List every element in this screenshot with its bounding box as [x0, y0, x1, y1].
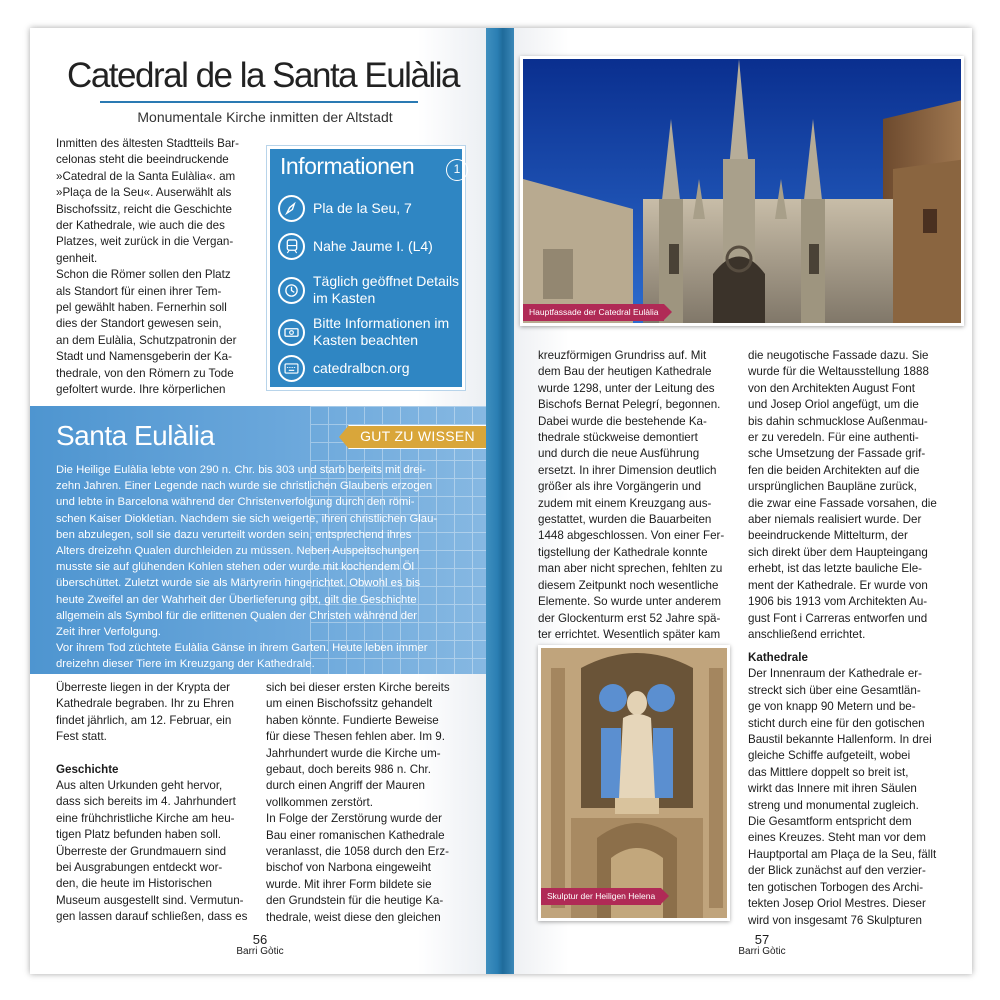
left-page — [30, 28, 486, 974]
text-line: thedrale, von den Römern zu Tode — [56, 366, 234, 380]
text-line: kreuzförmigen Grundriss auf. Mit — [538, 349, 707, 362]
text-line: als Standort für einen ihrer Tem- — [56, 284, 222, 298]
right-page — [514, 28, 972, 974]
text-line: an dem Eulàlia, Schutzpatronin der — [56, 333, 237, 347]
text-line: Überreste der Grundmauern sind — [56, 844, 227, 858]
right-column-2 — [748, 348, 943, 643]
text-line: schen Kaiser Diokletian. Nachdem sie sich weigerte, ihren christlichen Glau- — [56, 512, 438, 525]
text-line: ge von knapp 90 Metern und be- — [748, 700, 916, 714]
page-number-right — [722, 934, 802, 958]
text-line: haben könnte. Fundierte Beweise — [266, 713, 439, 727]
left-column-1-history — [56, 778, 248, 926]
info-tickets-text: Bitte Informationen im Kasten beachten — [313, 315, 450, 348]
text-line: Elemente. So wurde unter anderem — [538, 595, 722, 609]
text-line: streckt sich über eine Gesamtlän- — [748, 683, 921, 697]
sidebar-text — [56, 462, 466, 673]
text-line: tigstellung der Kathedrale konnte — [538, 545, 708, 559]
left-column-2 — [266, 680, 466, 926]
text-line: er zu veredeln. Für eine authenti- — [748, 431, 919, 445]
text-line: dem Bau der heutigen Kathedrale — [538, 365, 712, 379]
text-line: ment der Kathedrale. Er wurde von — [748, 578, 928, 592]
info-address-text: Pla de la Seu, 7 — [313, 200, 412, 216]
page-number-left — [220, 934, 300, 958]
kathedrale-paragraph — [748, 666, 943, 929]
text-line: Baustil bekannte Hallenform. In drei — [748, 733, 932, 747]
info-transport — [278, 233, 468, 260]
right-column-2-kathedrale — [748, 650, 943, 929]
sidebar-heading: Santa Eulàlia — [56, 420, 215, 451]
text-line: streng und monumental zugleich. — [748, 798, 919, 812]
book-spread — [30, 28, 972, 974]
info-transport-text: Nahe Jaume I. (L4) — [313, 238, 433, 254]
text-line: zudem mit einem Kreuzgang aus- — [538, 496, 712, 510]
sidebar-box — [30, 406, 486, 674]
text-line: »Catedral de la Santa Eulàlia«. am — [56, 169, 236, 183]
text-line: Inmitten des ältesten Stadtteils Bar- — [56, 137, 240, 150]
info-box — [267, 146, 465, 390]
text-line: der Kathedrale, wie auch die des — [56, 219, 225, 233]
clock-icon — [278, 277, 305, 304]
text-line: Alters dreizehn Qualen durchleiden zu müssen. Neben Auspeitschungen — [56, 545, 419, 558]
text-line: Überreste liegen in der Krypta der — [56, 681, 230, 694]
text-line: allgemein als Symbol für die erlittenen Qualen der Christen während der — [56, 609, 418, 622]
facade-photo-caption: Hauptfassade der Catedral Eulàlia — [523, 304, 664, 321]
page-number: 56 — [252, 932, 268, 947]
text-line: Platzes, weit zurück in die Vergan- — [56, 235, 234, 249]
text-line: pel gewählt haben. Fernerhin soll — [56, 301, 227, 315]
text-line: die zwar eine Fassade vorsahen, die — [748, 496, 937, 510]
text-line: genheit. — [56, 251, 98, 265]
text-line: und lebte in Barcelona während der Christenverfolgung durch den römi- — [56, 496, 415, 509]
text-line: eine frühchristliche Kirche am heu- — [56, 811, 235, 825]
info-tickets — [278, 315, 468, 349]
text-line: aber niemals realisiert wurde. Der — [748, 513, 922, 527]
text-line: größer als ihre Vorgängerin und — [538, 480, 702, 494]
metro-icon — [278, 233, 305, 260]
text-line: »Plaça de la Seu«. Auserwählt als — [56, 186, 232, 200]
text-line: ben abzulegen, soll sie dazu verurteilt worden sein, entsprechend ihres — [56, 528, 412, 541]
text-line: 1448 abgeschlossen. Von einer Fer- — [538, 529, 725, 543]
text-line: wirkt das Innere mit ihren Säulen — [748, 782, 917, 796]
keyboard-icon — [278, 355, 305, 382]
intro-text — [56, 136, 276, 399]
text-line: fen die beiden Architekten auf die — [748, 463, 920, 477]
text-line: Jahrhundert wurde die Kirche um- — [266, 746, 441, 760]
section-name: Barri Gòtic — [236, 946, 284, 957]
text-line: Die Gesamtform entspricht dem — [748, 815, 912, 829]
sculpture-photo — [538, 645, 730, 921]
compass-icon — [278, 195, 305, 222]
text-line: gust Font i Carreras entworfen und — [748, 611, 928, 625]
text-line: bei Ausgrabungen entdeckt wor- — [56, 861, 223, 875]
text-line: den, die heute im Historischen — [56, 877, 212, 891]
text-line: ter errichtet. Wesentlich später kam — [538, 627, 721, 641]
text-line: wurde für die Weltausstellung 1888 — [748, 365, 929, 379]
info-website — [278, 355, 468, 382]
page-title: Catedral de la Santa Eulàlia — [67, 56, 459, 95]
text-line: gen lassen darauf schließen, dass es — [56, 910, 248, 924]
info-badge: GUT ZU WISSEN — [348, 425, 486, 449]
text-line: man aber nicht sprechen, fehlten zu — [538, 562, 723, 576]
text-line: tekten Josep Oriol Mestres. Dieser — [748, 897, 926, 911]
text-line: von den Architekten August Font — [748, 381, 915, 395]
info-address — [278, 195, 468, 222]
text-line: gleiche Schiffe aufgeteilt, wobei — [748, 749, 911, 763]
text-line: veranlasst, die 1058 durch den Erz- — [266, 845, 450, 859]
text-line: Schon die Römer sollen den Platz — [56, 268, 231, 282]
text-line: thedrale stückweise demontiert — [538, 431, 698, 445]
text-line: thedrale, weist diese den gleichen — [266, 910, 441, 924]
text-line: bis dahin schmucklose Außenmau- — [748, 414, 928, 428]
text-line: für diese Thesen fehlen aber. Im 9. — [266, 730, 445, 744]
text-line: Aus alten Urkunden geht hervor, — [56, 779, 223, 793]
text-line: bischof von Narbona eingeweiht — [266, 861, 431, 875]
info-hours — [278, 273, 468, 307]
text-line: und durch die neue Ausführung — [538, 447, 700, 461]
info-website-text: catedralbcn.org — [313, 360, 410, 376]
right-column-1 — [538, 348, 730, 643]
text-line: ten gotischen Torbogen des Archi- — [748, 880, 924, 894]
left-column-1-paragraph — [56, 680, 248, 746]
info-box-number: 1 — [446, 159, 468, 181]
text-line: In Folge der Zerstörung wurde der — [266, 812, 442, 826]
text-line: ursprünglichen Baupläne zurück, — [748, 480, 917, 494]
text-line: durch einen Angriff der Mauren — [266, 779, 425, 793]
text-line: heute Zweifel an der Wahrheit der Überlieferung gibt, gilt die Geschichte — [56, 593, 417, 606]
text-line: gefoltert wurde. Ihre körperlichen — [56, 383, 226, 397]
page-number: 57 — [754, 932, 770, 947]
text-line: und Josep Oriol angefügt, um die — [748, 398, 919, 412]
text-line: den Grundstein für die heutige Ka- — [266, 894, 444, 908]
text-line: der Glockenturm erst 52 Jahre spä- — [538, 611, 721, 625]
book-spine — [486, 28, 514, 974]
text-line: vollkommen zerstört. — [266, 795, 373, 809]
text-line: tigen Platz befunden haben soll. — [56, 828, 222, 842]
text-line: sche Umsetzung der Fassade grif- — [748, 447, 926, 461]
text-line: anschließend errichtet. — [748, 627, 866, 641]
text-line: Stadt und Namensgeberin der Ka- — [56, 350, 232, 364]
text-line: Kathedrale begraben. Ihr zu Ehren — [56, 697, 234, 711]
section-heading-kathedrale: Kathedrale — [748, 651, 808, 664]
text-line: sich direkt über dem Haupteingang — [748, 545, 928, 559]
page-subtitle: Monumentale Kirche inmitten der Altstadt — [137, 109, 393, 125]
text-line: Dabei wurde die bestehende Ka- — [538, 414, 707, 428]
text-line: wurde 1298, unter der Leitung des — [538, 381, 715, 395]
text-line: findet jährlich, am 12. Februar, ein — [56, 713, 232, 727]
text-line: gestattet, wurden die Bauarbeiten — [538, 513, 712, 527]
text-line: überschüttet. Zuletzt wurde sie als Märtyrerin hingerichtet. Obwohl es bis — [56, 577, 421, 590]
title-divider — [100, 101, 418, 103]
text-line: beeindruckende Mittelturm, der — [748, 529, 908, 543]
text-line: musste sie auf glühenden Kohlen stehen oder wurde mit kochendem Öl — [56, 561, 414, 574]
sculpture-photo-caption: Skulptur der Heiligen Helena — [541, 888, 661, 905]
text-line: dass sich bereits im 4. Jahrhundert — [56, 795, 236, 809]
section-name: Barri Gòtic — [738, 946, 786, 957]
text-line: erhebt, ist das letzte bauliche Ele- — [748, 562, 923, 576]
text-line: 1906 bis 1913 vom Architekten Au- — [748, 595, 928, 609]
text-line: Bischofs Bernat Pelegrí, begonnen. — [538, 398, 721, 412]
text-line: Fest statt. — [56, 730, 107, 744]
text-line: diesem Zeitpunkt noch wesentliche — [538, 578, 719, 592]
text-line: ersetzt. In ihrer Dimension deutlich — [538, 463, 717, 477]
text-line: sich bei dieser ersten Kirche bereits — [266, 681, 450, 694]
ticket-icon — [278, 319, 305, 346]
text-line: wurde. Mit ihrer Form bildete sie — [266, 877, 432, 891]
text-line: Museum ausgestellt sind. Vermutun- — [56, 893, 244, 907]
text-line: eines Kreuzes. Steht man vor dem — [748, 831, 926, 845]
text-line: zehn Jahren. Einer Legende nach wurde sie christlichen Glaubens erzogen — [56, 480, 433, 493]
text-line: Zeit ihrer Verfolgung. — [56, 626, 161, 639]
text-line: Die Heilige Eulàlia lebte von 290 n. Chr. bis 303 und starb bereits mit drei- — [56, 464, 426, 476]
info-hours-text: Täglich geöffnet Details im Kasten — [313, 273, 460, 306]
text-line: celonas steht die beeindruckende — [56, 153, 229, 167]
text-line: um einen Bischofssitz gehandelt — [266, 697, 433, 711]
text-line: Vor ihrem Tod züchtete Eulàlia Gänse in ihrem Garten. Heute leben immer — [56, 642, 428, 655]
text-line: das Mittlere doppelt so breit ist, — [748, 765, 909, 779]
text-line: gebaut, doch bereits 986 n. Chr. — [266, 763, 432, 777]
left-column-1 — [56, 680, 248, 926]
text-line: Hauptportal am Plaça de la Seu, fällt — [748, 847, 937, 861]
text-line: Bau einer romanischen Kathedrale — [266, 828, 445, 842]
text-line: Bischofssitz, reicht die Geschichte — [56, 202, 232, 216]
text-line: der Blick zunächst auf den verzier- — [748, 864, 926, 878]
info-box-title: Informationen — [280, 153, 415, 179]
text-line: dies der Standort gewesen sein, — [56, 317, 222, 331]
text-line: Der Innenraum der Kathedrale er- — [748, 667, 922, 681]
text-line: die neugotische Fassade dazu. Sie — [748, 349, 929, 362]
text-line: wird von insgesamt 76 Skulpturen — [748, 913, 922, 927]
text-line: dreizehn dieser Tiere im Kreuzgang der Kathedrale. — [56, 658, 315, 671]
text-line: sticht durch eine für den gotischen — [748, 716, 925, 730]
section-heading-geschichte: Geschichte — [56, 762, 119, 776]
cathedral-facade-photo — [520, 56, 964, 326]
